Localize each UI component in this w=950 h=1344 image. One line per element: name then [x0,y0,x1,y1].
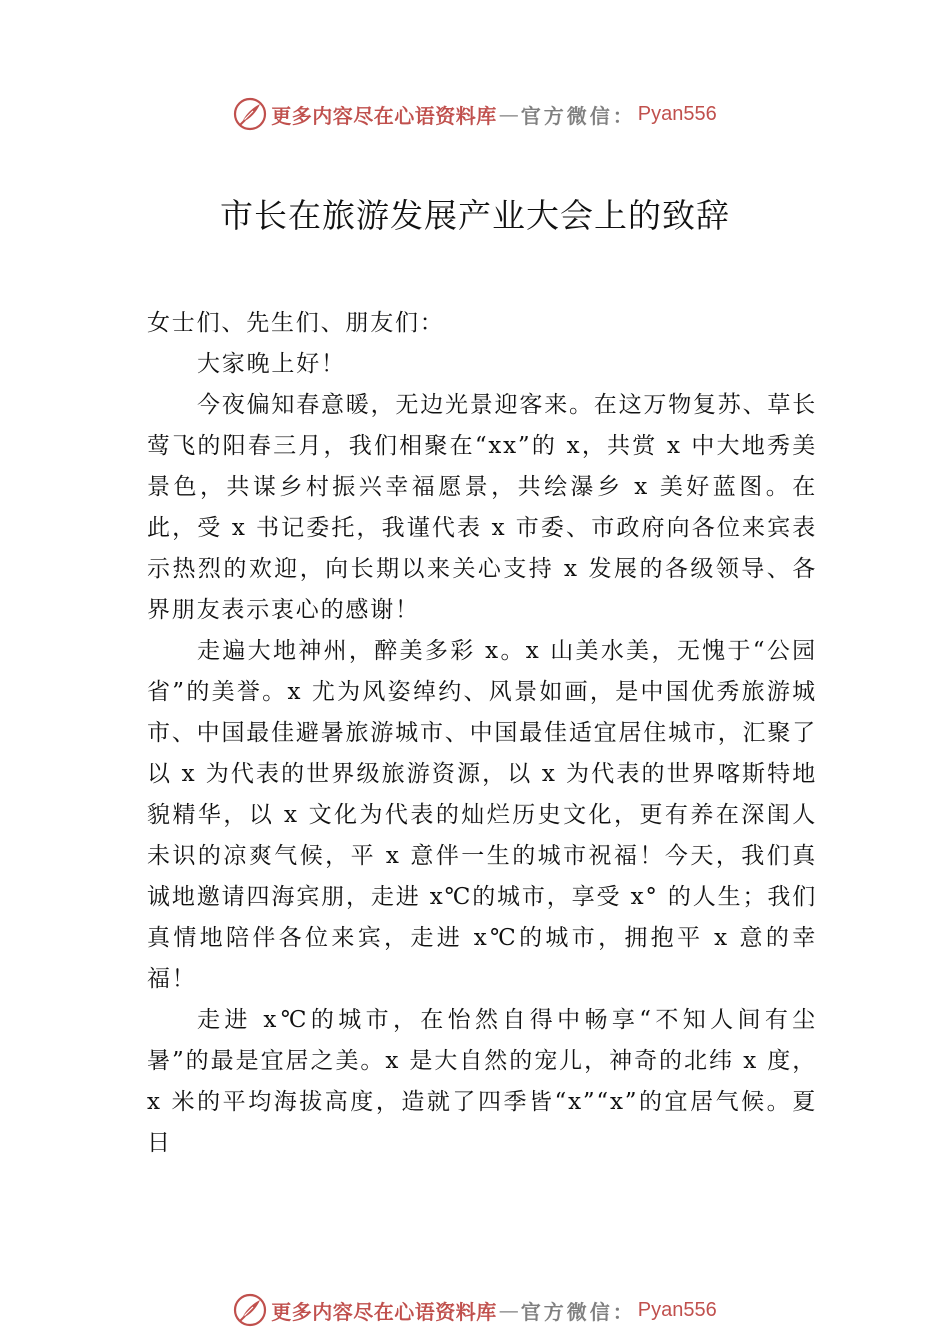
salutation: 女士们、先生们、朋友们： [147,310,445,336]
document-title: 市长在旅游发展产业大会上的致辞 [220,196,730,235]
header-banner [0,94,950,134]
footer-wechat-id: Pyan556 [637,1298,717,1321]
pen-feather-logo-icon [233,1293,267,1327]
paragraph-climate: 走进 x℃的城市，在怡然自得中畅享“不知人间有尘暑”的最是宜居之美。x 是大自然的宠儿，神奇的北纬 x 度，x 米的平均海拔高度，造就了四季皆“x”“x”的宜居气候。夏日 [147,1007,817,1156]
pen-feather-logo-icon [233,97,267,131]
footer-separator: — [498,1298,519,1322]
footer-official-label: 官方微信： [520,1299,636,1324]
paragraph-welcome: 今夜偏知春意暖，无边光景迎客来。在这万物复苏、草长莺飞的阳春三月，我们相聚在“xx”的 x，共赏 x 中大地秀美景色，共谋乡村振兴幸福愿景，共绘瀑乡 x 美好蓝图。在此，受 x 书记委托，我谨代表 x 市委、市政府向各位来宾表示热烈的欢迎，向长期以来关心支持 x 发展的各级领导、各界朋友表示衷心的感谢！ [147,392,817,623]
banner-official-label: 官方微信： [520,103,636,128]
banner-separator: — [498,102,519,126]
footer-banner [0,1290,950,1330]
banner-wechat-id: Pyan556 [637,102,717,125]
paragraph-city-intro: 走遍大地神州，醉美多彩 x。x 山美水美，无愧于“公园省”的美誉。x 尤为风姿绰约、风景如画，是中国优秀旅游城市、中国最佳避暑旅游城市、中国最佳适宜居住城市，汇聚了以 x 为代表的世界级旅游资源，以 x 为代表的世界喀斯特地貌精华，以 x 文化为代表的灿烂历史文化，更有养在深闺人未识的凉爽气候，平 x 意伴一生的城市祝福！今天，我们真诚地邀请四海宾朋，走进 x℃的城市，享受 x° 的人生；我们真情地陪伴各位来宾，走进 x℃的城市，拥抱平 x 意的幸福！ [147,638,817,992]
paragraph-greeting: 大家晚上好！ [197,351,346,377]
banner-brand-text: 更多内容尽在心语资料库 [271,103,497,128]
footer-brand-text: 更多内容尽在心语资料库 [271,1299,497,1324]
document-body [147,303,817,1164]
